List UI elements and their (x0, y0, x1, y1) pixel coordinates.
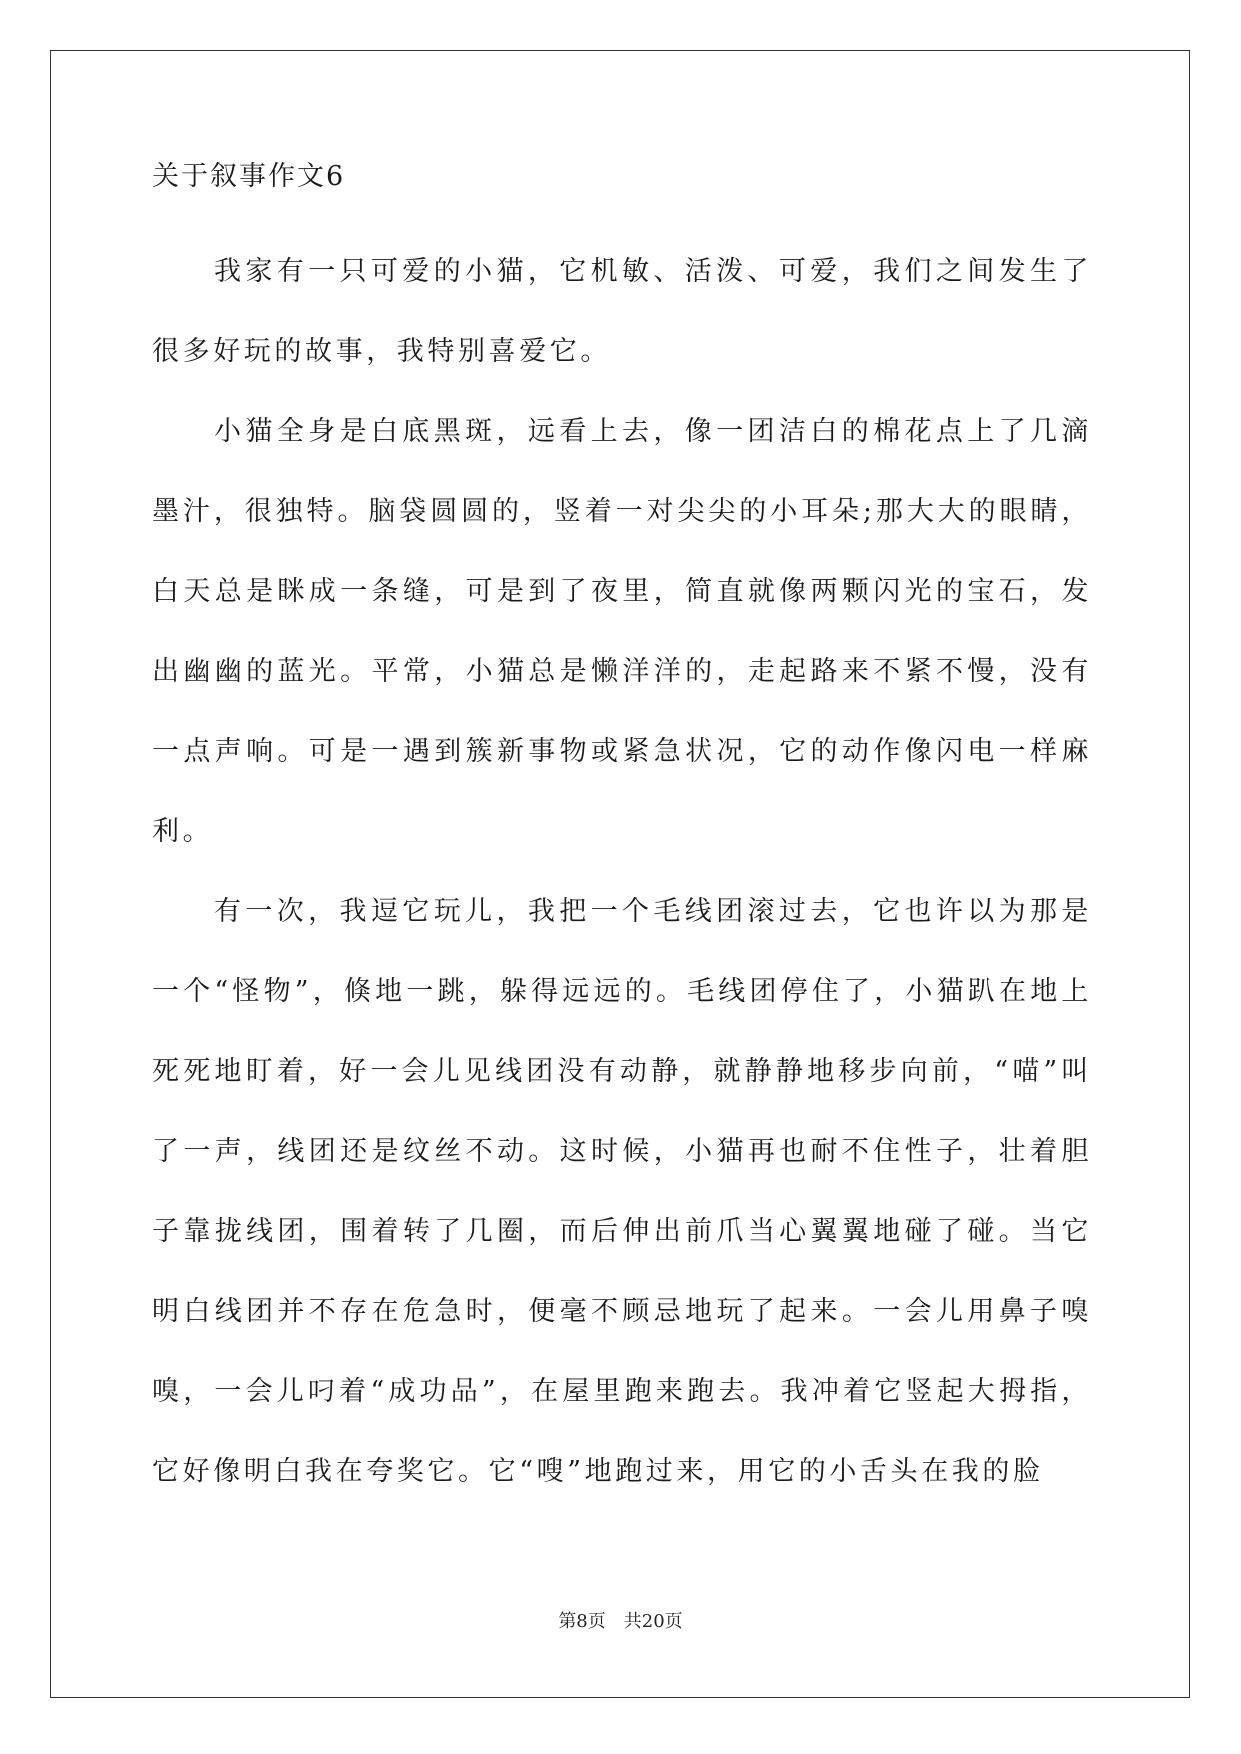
paragraph-1: 我家有一只可爱的小猫，它机敏、活泼、可爱，我们之间发生了很多好玩的故事，我特别喜爱它。 (152, 256, 1092, 367)
document-title: 关于叙事作文6 (152, 161, 346, 192)
document-body (152, 160, 1092, 1512)
page-number-total: 共20页 (623, 1611, 683, 1632)
paragraph-2: 小猫全身是白底黑斑，远看上去，像一团洁白的棉花点上了几滴墨汁，很独特。脑袋圆圆的，竖着一对尖尖的小耳朵;那大大的眼睛，白天总是眯成一条缝，可是到了夜里，简直就像两颗闪光的宝石，发出幽幽的蓝光。平常，小猫总是懒洋洋的，走起路来不紧不慢，没有一点声响。可是一遇到簇新事物或紧急状况，它的动作像闪电一样麻利。 (152, 416, 1092, 847)
page-footer (0, 1611, 1241, 1633)
page-number-current: 第8页 (558, 1611, 606, 1632)
paragraph-3: 有一次，我逗它玩儿，我把一个毛线团滚过去，它也许以为那是一个“怪物”，倏地一跳，躲得远远的。毛线团停住了，小猫趴在地上死死地盯着，好一会儿见线团没有动静，就静静地移步向前，“喵”叫了一声，线团还是纹丝不动。这时候，小猫再也耐不住性子，壮着胆子靠拢线团，围着转了几圈，而后伸出前爪当心翼翼地碰了碰。当它明白线团并不存在危急时，便毫不顾忌地玩了起来。一会儿用鼻子嗅嗅，一会儿叼着“成功品”，在屋里跑来跑去。我冲着它竖起大拇指，它好像明白我在夸奖它。它“嗖”地跑过来，用它的小舌头在我的脸 (152, 896, 1092, 1487)
